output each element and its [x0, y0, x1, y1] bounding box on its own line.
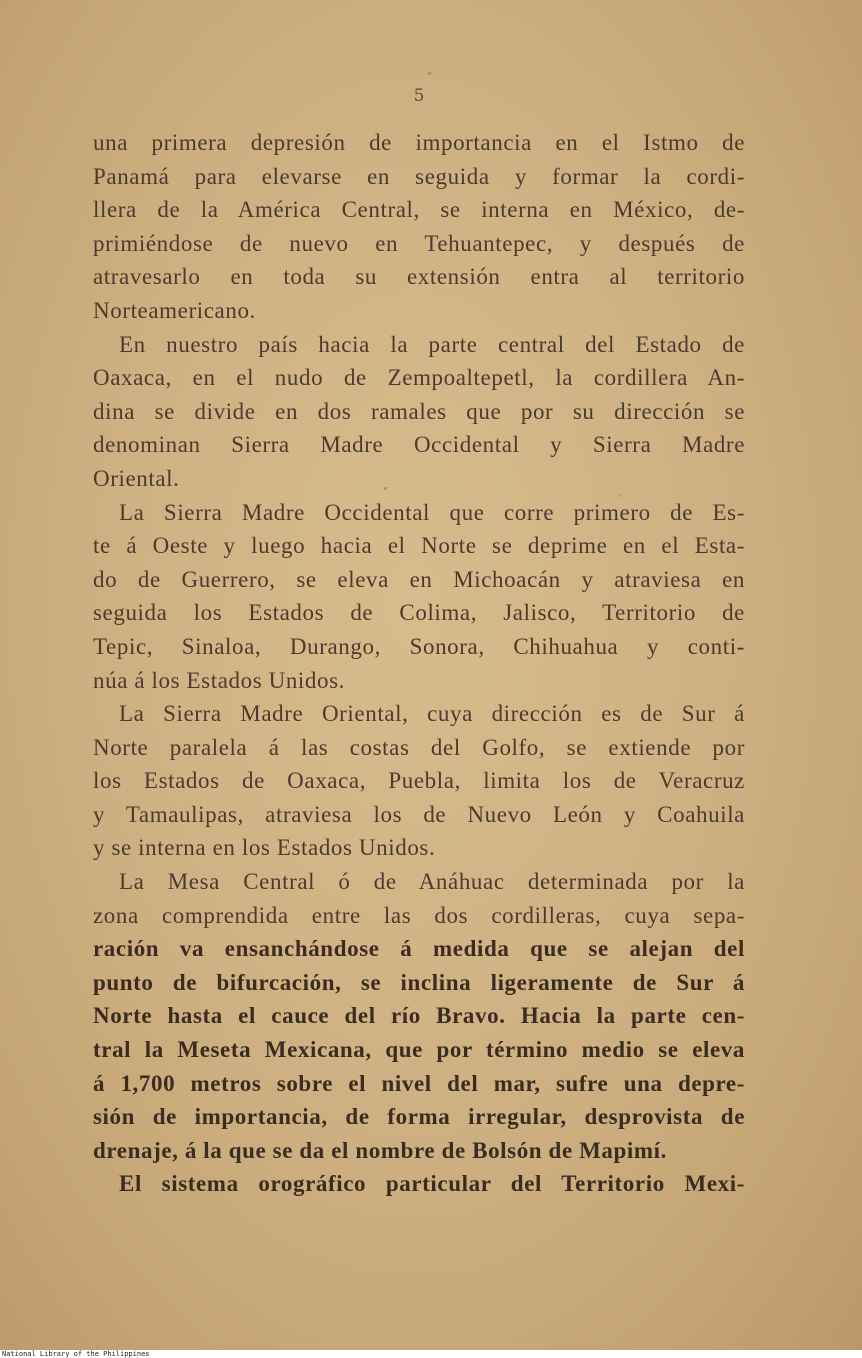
page-number: 5 [413, 86, 425, 106]
text-line: drenaje, á la que se da el nombre de Bolsón de Mapimí. [93, 1137, 667, 1163]
text-line: y se interna en los Estados Unidos. [93, 835, 436, 861]
text-line: Oaxaca, en el nudo de Zempoaltepetl, la cordillera An- [93, 365, 745, 391]
text-line: La Sierra Madre Oriental, cuya dirección es de Sur á [119, 701, 745, 727]
text-line: Norte paralela á las costas del Golfo, se extiende por [93, 734, 745, 760]
text-line: Tepic, Sinaloa, Durango, Sonora, Chihuahua y conti- [93, 633, 745, 659]
text-line: El sistema orográfico particular del Territorio Mexi- [119, 1171, 745, 1197]
text-line: Norteamericano. [93, 297, 256, 323]
text-line: llera de la América Central, se interna en México, de- [93, 197, 745, 223]
text-line: punto de bifurcación, se inclina ligeramente de Sur á [93, 969, 745, 995]
text-line: á 1,700 metros sobre el nivel del mar, sufre una depre- [93, 1070, 745, 1096]
text-line: núa á los Estados Unidos. [93, 667, 346, 693]
text-line: los Estados de Oaxaca, Puebla, limita los de Veracruz [93, 768, 745, 794]
text-line: atravesarlo en toda su extensión entra al territorio [93, 264, 745, 290]
text-line: una primera depresión de importancia en el Istmo de [93, 130, 745, 155]
text-line: Oriental. [93, 465, 180, 491]
text-line: te á Oeste y luego hacia el Norte se deprime en el Esta- [93, 533, 745, 559]
text-line: denominan Sierra Madre Occidental y Sierra Madre [93, 432, 745, 458]
text-line: zona comprendida entre las dos cordilleras, cuya sepa- [93, 902, 745, 928]
text-line: Panamá para elevarse en seguida y formar la cordi- [93, 163, 745, 189]
text-line: dina se divide en dos ramales que por su dirección se [93, 398, 745, 424]
text-line: En nuestro país hacia la parte central del Estado de [119, 331, 745, 357]
text-line: La Sierra Madre Occidental que corre primero de Es- [119, 499, 745, 525]
text-line: y Tamaulipas, atraviesa los de Nuevo León y Coahuila [93, 801, 745, 827]
text-line: sión de importancia, de forma irregular, desprovista de [93, 1104, 745, 1130]
text-line: seguida los Estados de Colima, Jalisco, Territorio de [93, 600, 745, 626]
paper-speck [428, 72, 431, 75]
text-line: tral la Meseta Mexicana, que por término medio se eleva [93, 1037, 745, 1063]
text-line: Norte hasta el cauce del río Bravo. Hacia la parte cen- [93, 1003, 745, 1029]
text-line: do de Guerrero, se eleva en Michoacán y atraviesa en [93, 566, 745, 592]
text-line: primiéndose de nuevo en Tehuantepec, y después de [93, 230, 745, 256]
body-text [93, 126, 745, 1201]
library-credit: National Library of the Philippines [2, 1350, 150, 1358]
text-line: La Mesa Central ó de Anáhuac determinada por la [119, 869, 745, 895]
text-line: ración va ensanchándose á medida que se alejan del [93, 936, 745, 962]
